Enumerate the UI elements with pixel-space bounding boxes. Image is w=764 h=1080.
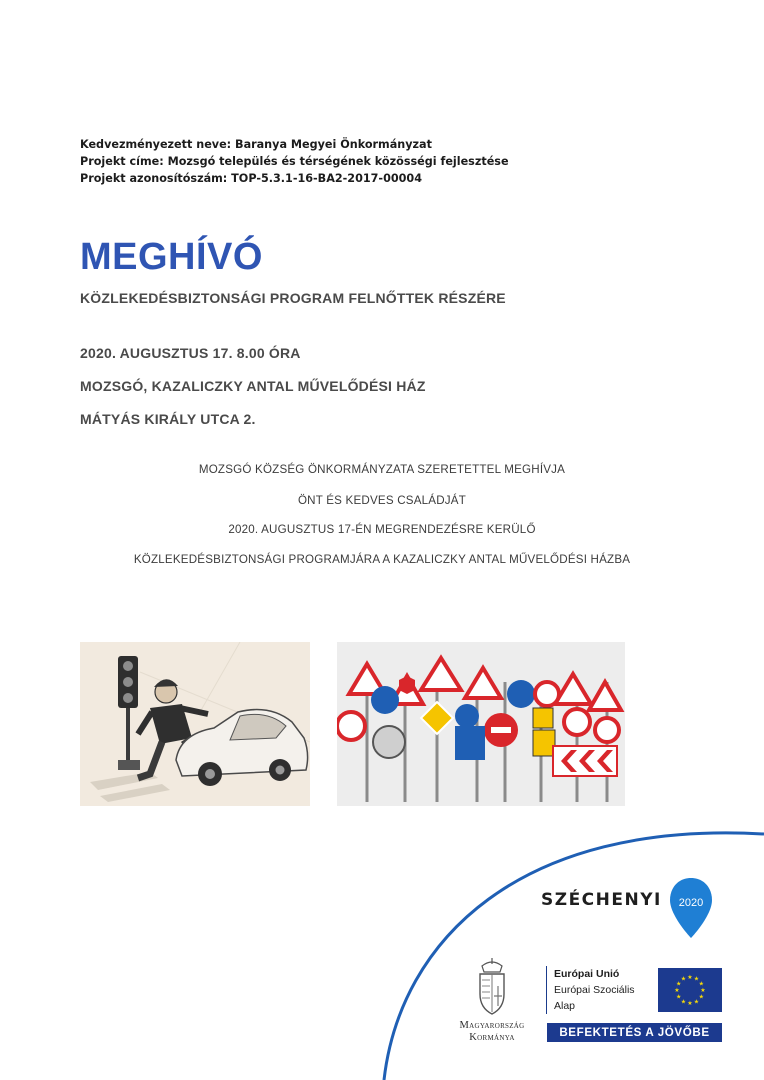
eu-star-icon: ★ [680, 998, 687, 1006]
coat-of-arms-icon [472, 956, 512, 1018]
eu-star-icon: ★ [700, 987, 706, 994]
eu-star-icon: ★ [680, 975, 687, 983]
eu-star-icon: ★ [674, 987, 680, 994]
eu-star-icon: ★ [698, 993, 704, 1001]
event-venue: MOZSGÓ, KAZALICZKY ANTAL MŰVELŐDÉSI HÁZ [80, 378, 426, 394]
szechenyi-logo-text: SZÉCHENYI [541, 890, 662, 910]
beneficiary-line: Kedvezményezett neve: Baranya Megyei Önkormányzat [80, 138, 432, 151]
eu-star-icon: ★ [676, 993, 682, 1001]
page-title: MEGHÍVÓ [80, 236, 263, 278]
eu-line-1: Európai Unió [554, 968, 620, 980]
eu-star-icon: ★ [676, 980, 682, 988]
government-line-1: Magyarország [459, 1020, 525, 1031]
project-title-line: Projekt címe: Mozsgó település és térségének közösségi fejlesztése [80, 155, 509, 168]
befektetes-banner: BEFEKTETÉS A JÖVŐBE [547, 1023, 722, 1042]
invitation-line-4: KÖZLEKEDÉSBIZTONSÁGI PROGRAMJÁRA A KAZALICZKY ANTAL MŰVELŐDÉSI HÁZBA [133, 553, 631, 566]
szechenyi-year-label: 2020 [678, 897, 704, 909]
eu-star-icon: ★ [698, 980, 704, 988]
event-address: MÁTYÁS KIRÁLY UTCA 2. [80, 411, 256, 427]
eu-star-icon: ★ [693, 975, 700, 983]
project-id-line: Projekt azonosítószám: TOP-5.3.1-16-BA2-2017-00004 [80, 172, 422, 185]
eu-logo-text [546, 966, 635, 1014]
invitation-line-3: 2020. AUGUSZTUS 17-ÉN MEGRENDEZÉSRE KERÜLŐ [228, 523, 536, 536]
government-line-2: Kormánya [469, 1032, 515, 1043]
invitation-line-1: MOZSGÓ KÖZSÉG ÖNKORMÁNYZATA SZERETETTEL MEGHÍVJA [198, 463, 566, 476]
government-logo-text [446, 1020, 538, 1044]
invitation-line-2: ÖNT ÉS KEDVES CSALÁDJÁT [297, 494, 467, 507]
event-date-time: 2020. AUGUSZTUS 17. 8.00 ÓRA [80, 345, 301, 361]
eu-line-2: Európai Szociális [554, 984, 635, 996]
eu-star-icon: ★ [687, 1000, 693, 1007]
eu-flag-icon [658, 968, 722, 1012]
szechenyi-pin-icon [668, 876, 714, 942]
page-subtitle: KÖZLEKEDÉSBIZTONSÁGI PROGRAM FELNŐTTEK RÉSZÉRE [80, 290, 506, 306]
eu-star-icon: ★ [693, 998, 700, 1006]
eu-line-3: Alap [554, 1000, 576, 1012]
eu-star-icon: ★ [687, 974, 693, 981]
